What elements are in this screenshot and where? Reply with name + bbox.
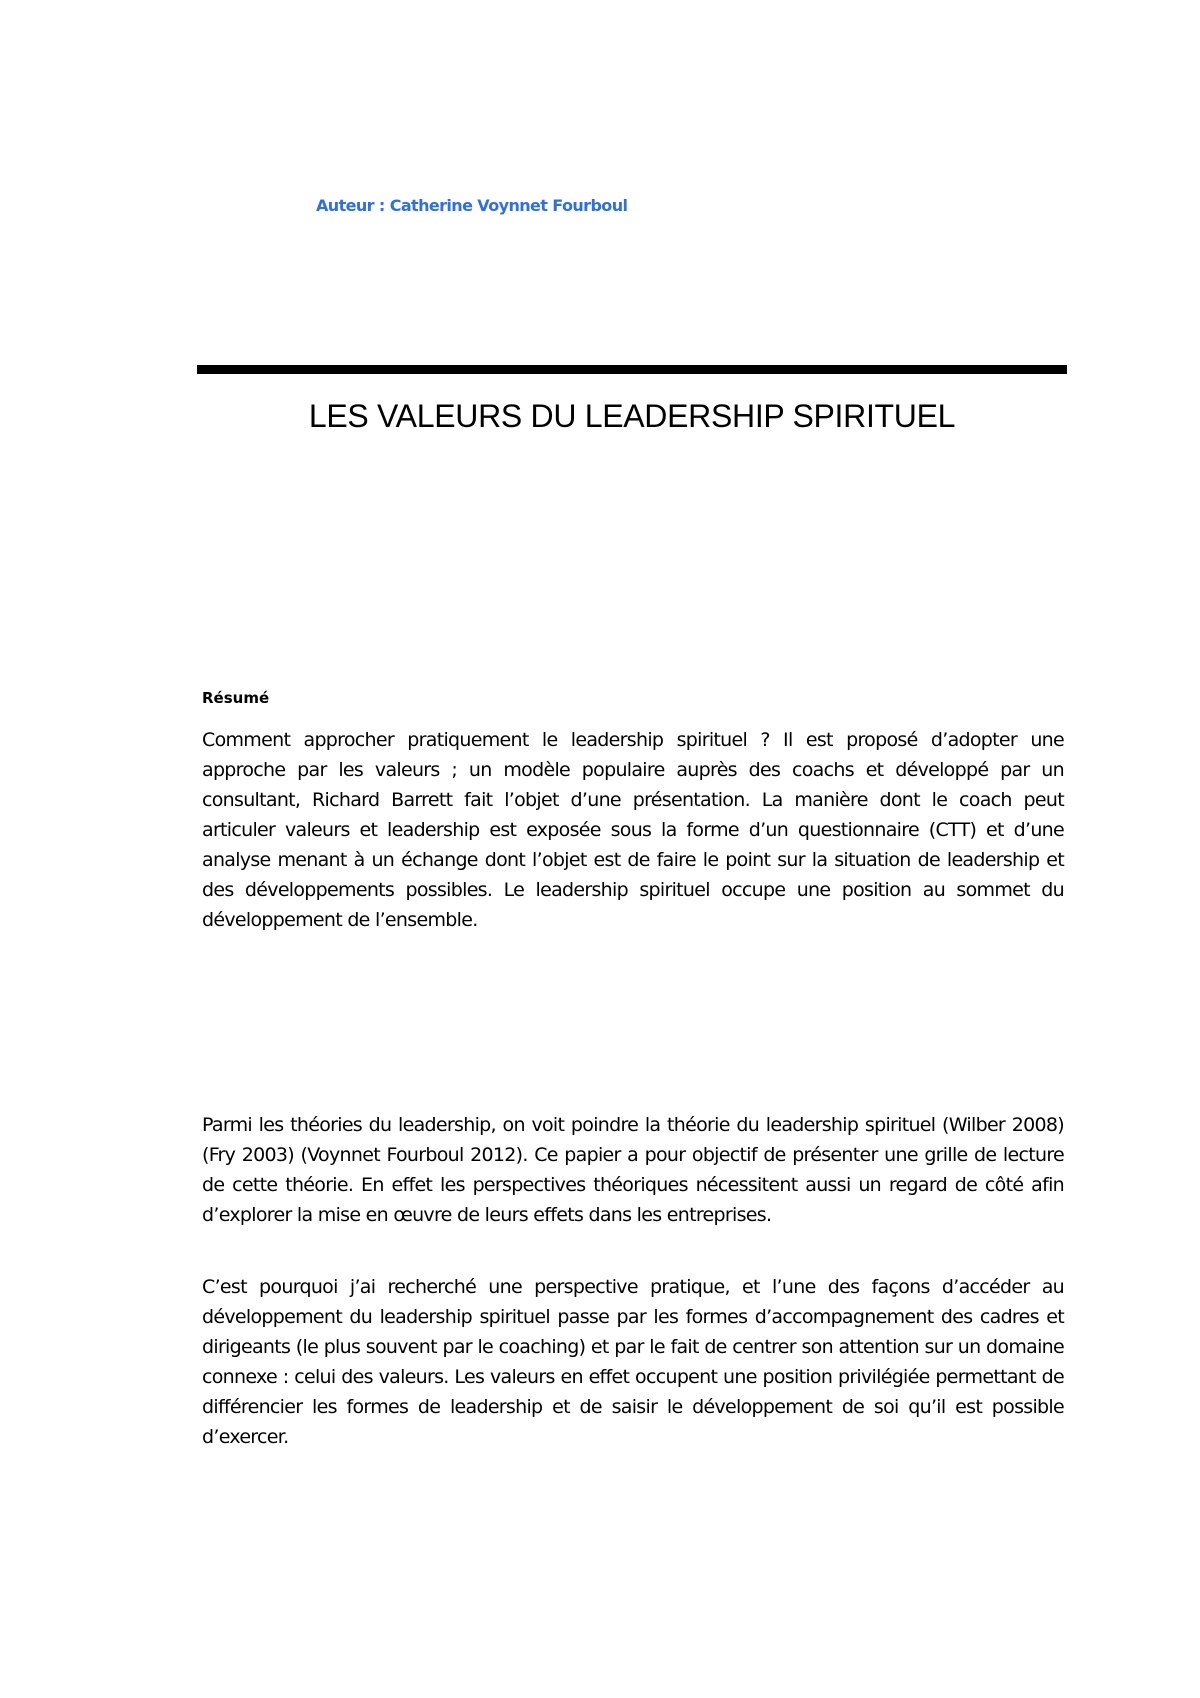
abstract-paragraph: Comment approcher pratiquement le leadership spirituel ? Il est proposé d’adopter une approche par les valeurs ; un modèle populaire auprès des coachs et développé par un consultant, Richard Barrett fait l’objet d’une présentation. La manière dont le coach peut articuler valeurs et leadership est exposée sous la forme d’un questionnaire (CTT) et d’une analyse menant à un échange dont l’objet est de faire le point sur la situation de leadership et des développements possibles. Le leadership spirituel occupe une position au sommet du développement de l’ensemble. xyxy=(202,729,1064,931)
body-paragraph: Parmi les théories du leadership, on voit poindre la théorie du leadership spirituel (Wilber 2008) (Fry 2003) (Voynnet Fourboul 2012). Ce papier a pour objectif de présenter une grille de lecture de cette théorie. En effet les perspectives théoriques nécessitent aussi un regard de côté afin d’explorer la mise en œuvre de leurs effets dans les entreprises. xyxy=(202,1114,1064,1226)
body-paragraph: C’est pourquoi j’ai recherché une perspective pratique, et l’une des façons d’accéder au développement du leadership spirituel passe par les formes d’accompagnement des cadres et dirigeants (le plus souvent par le coaching) et par le fait de centrer son attention sur un domaine connexe : celui des valeurs. Les valeurs en effet occupent une position privilégiée permettant de différencier les formes de leadership et de saisir le développement de soi qu’il est possible d’exercer. xyxy=(202,1276,1064,1448)
abstract-heading: Résumé xyxy=(202,689,270,707)
document-title: LES VALEURS DU LEADERSHIP SPIRITUEL xyxy=(308,398,956,434)
title-divider xyxy=(197,365,1067,374)
author-line: Auteur : Catherine Voynnet Fourboul xyxy=(316,196,628,215)
